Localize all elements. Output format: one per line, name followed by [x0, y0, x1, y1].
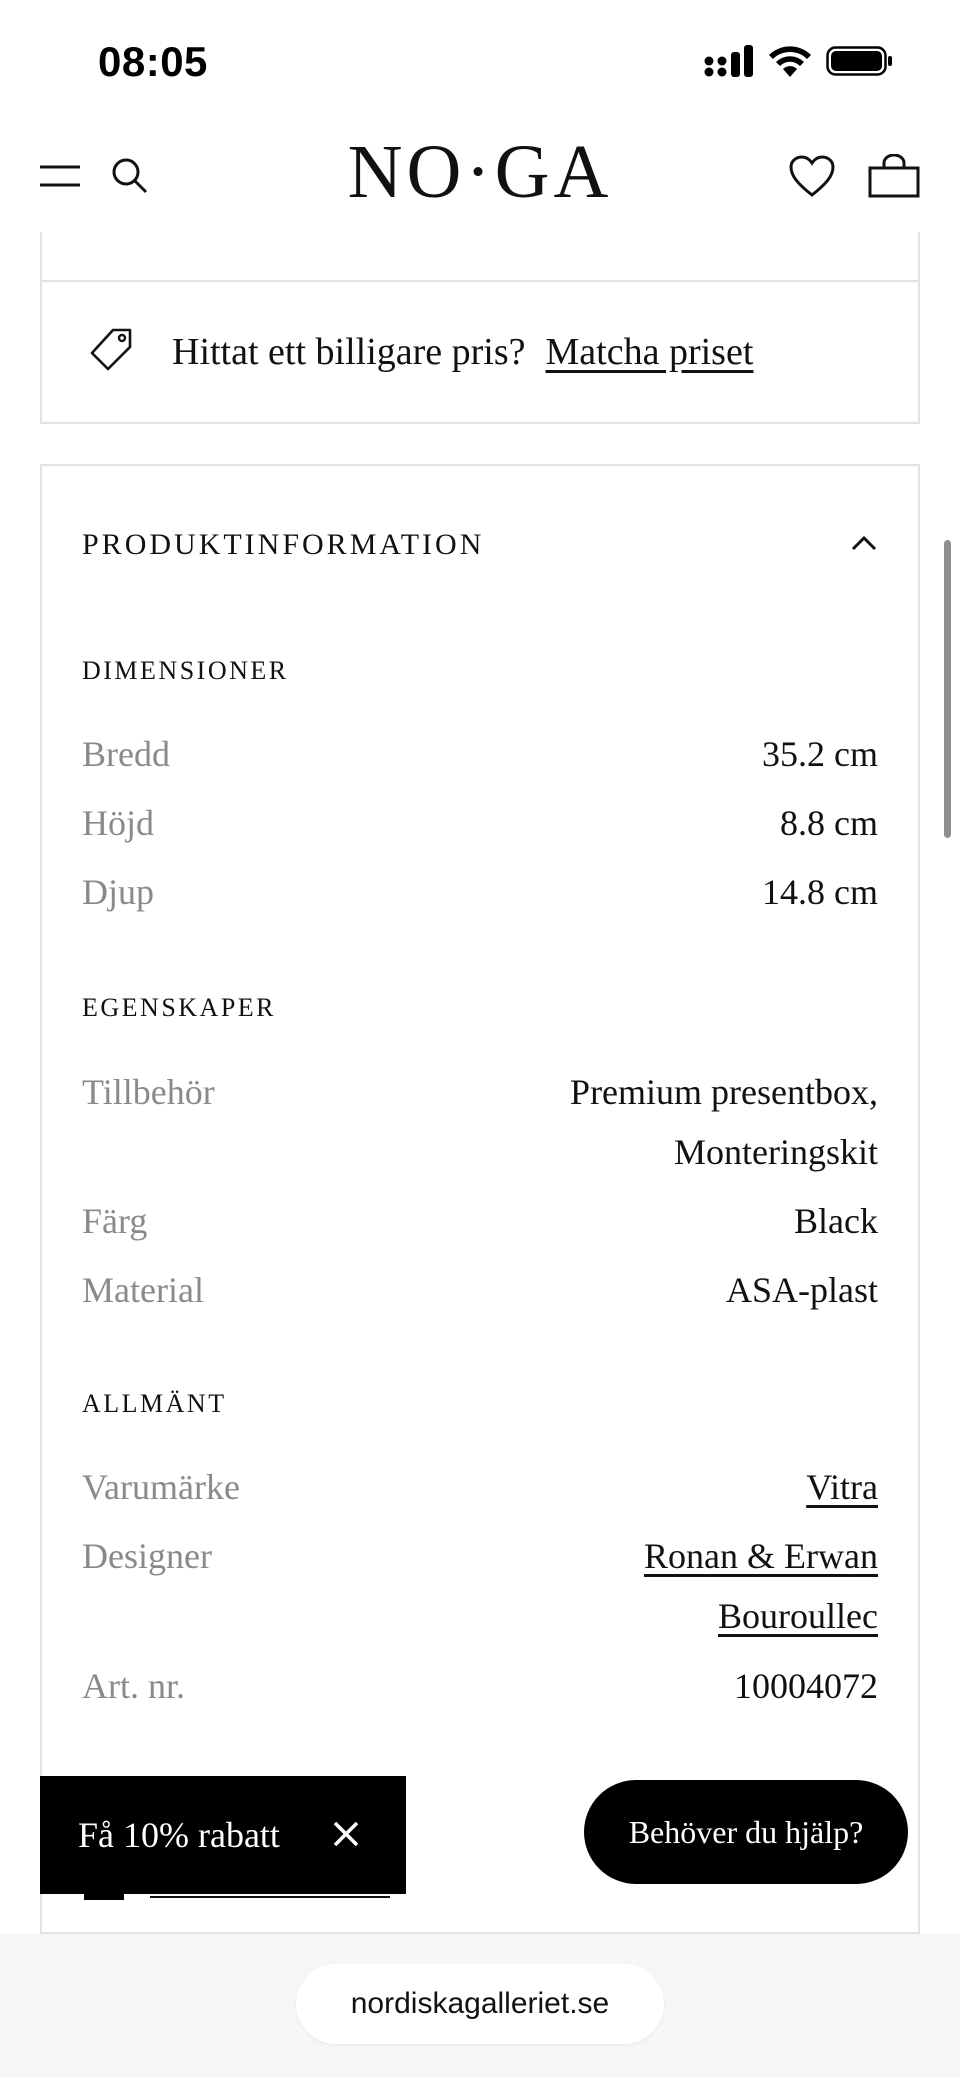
spec-value: 14.8 cm	[762, 872, 878, 912]
product-info-header[interactable]	[82, 520, 878, 570]
spec-label: Material	[82, 1270, 204, 1310]
price-match-box	[40, 282, 920, 424]
spec-row	[82, 724, 878, 784]
spec-value	[570, 1062, 878, 1182]
status-time: 08:05	[98, 38, 208, 85]
close-icon[interactable]	[330, 1818, 362, 1850]
designer-link[interactable]	[644, 1526, 878, 1646]
section-title-general: ALLMÄNT	[82, 1389, 227, 1418]
spec-label: Art. nr.	[82, 1666, 185, 1706]
designer-link-line[interactable]: Ronan & Erwan	[644, 1536, 878, 1576]
price-match-text: Hittat ett billigare pris?	[172, 331, 526, 373]
spec-row	[82, 793, 878, 853]
discount-promo[interactable]	[40, 1776, 406, 1894]
battery-icon	[826, 44, 894, 83]
spec-value: 8.8 cm	[780, 803, 878, 843]
spec-label: Designer	[82, 1536, 212, 1576]
promo-text[interactable]: Få 10% rabatt	[78, 1815, 280, 1855]
spec-value: ASA-plast	[726, 1270, 878, 1310]
spec-label: Höjd	[82, 803, 154, 843]
spec-row	[82, 1656, 878, 1716]
bag-icon[interactable]	[866, 150, 922, 202]
browser-bar	[0, 1934, 960, 2078]
spec-row	[82, 1526, 878, 1646]
spec-label: Bredd	[82, 734, 170, 774]
brand-link[interactable]: Vitra	[806, 1467, 878, 1507]
section-title-properties: EGENSKAPER	[82, 993, 277, 1022]
spec-row	[82, 1457, 878, 1517]
previous-box	[40, 232, 920, 282]
product-info-panel	[40, 464, 920, 1934]
spec-label: Djup	[82, 872, 154, 912]
spec-row	[82, 1260, 878, 1320]
spec-value: 10004072	[734, 1666, 878, 1706]
designer-link-line[interactable]: Bouroullec	[718, 1596, 878, 1636]
spec-value-line: Premium presentbox,	[570, 1072, 878, 1112]
help-button[interactable]: Behöver du hjälp?	[584, 1780, 908, 1884]
signal-icon	[704, 44, 754, 83]
url-bar[interactable]: nordiskagalleriet.se	[296, 1964, 664, 2044]
spec-label: Varumärke	[82, 1467, 240, 1507]
wifi-icon	[768, 44, 812, 83]
spec-value-line: Monteringskit	[674, 1132, 878, 1172]
spec-label: Färg	[82, 1201, 148, 1241]
heart-icon[interactable]	[786, 150, 838, 202]
status-icons	[704, 44, 894, 83]
spec-label: Tillbehör	[82, 1072, 215, 1112]
scrollbar[interactable]	[944, 540, 951, 838]
hidden-item-underline	[150, 1896, 390, 1898]
chevron-up-icon[interactable]	[850, 534, 878, 557]
spec-row	[82, 1062, 878, 1182]
spec-value: 35.2 cm	[762, 734, 878, 774]
spec-row	[82, 1191, 878, 1251]
logo[interactable]: NO·GA	[347, 130, 613, 214]
price-tag-icon	[88, 327, 134, 378]
product-info-title: PRODUKTINFORMATION	[82, 528, 485, 561]
spec-row	[82, 862, 878, 922]
status-bar	[0, 0, 960, 120]
section-title-dimensions: DIMENSIONER	[82, 656, 289, 685]
site-header	[0, 120, 960, 232]
match-price-link[interactable]: Matcha priset	[545, 331, 754, 373]
spec-value: Black	[794, 1201, 878, 1241]
